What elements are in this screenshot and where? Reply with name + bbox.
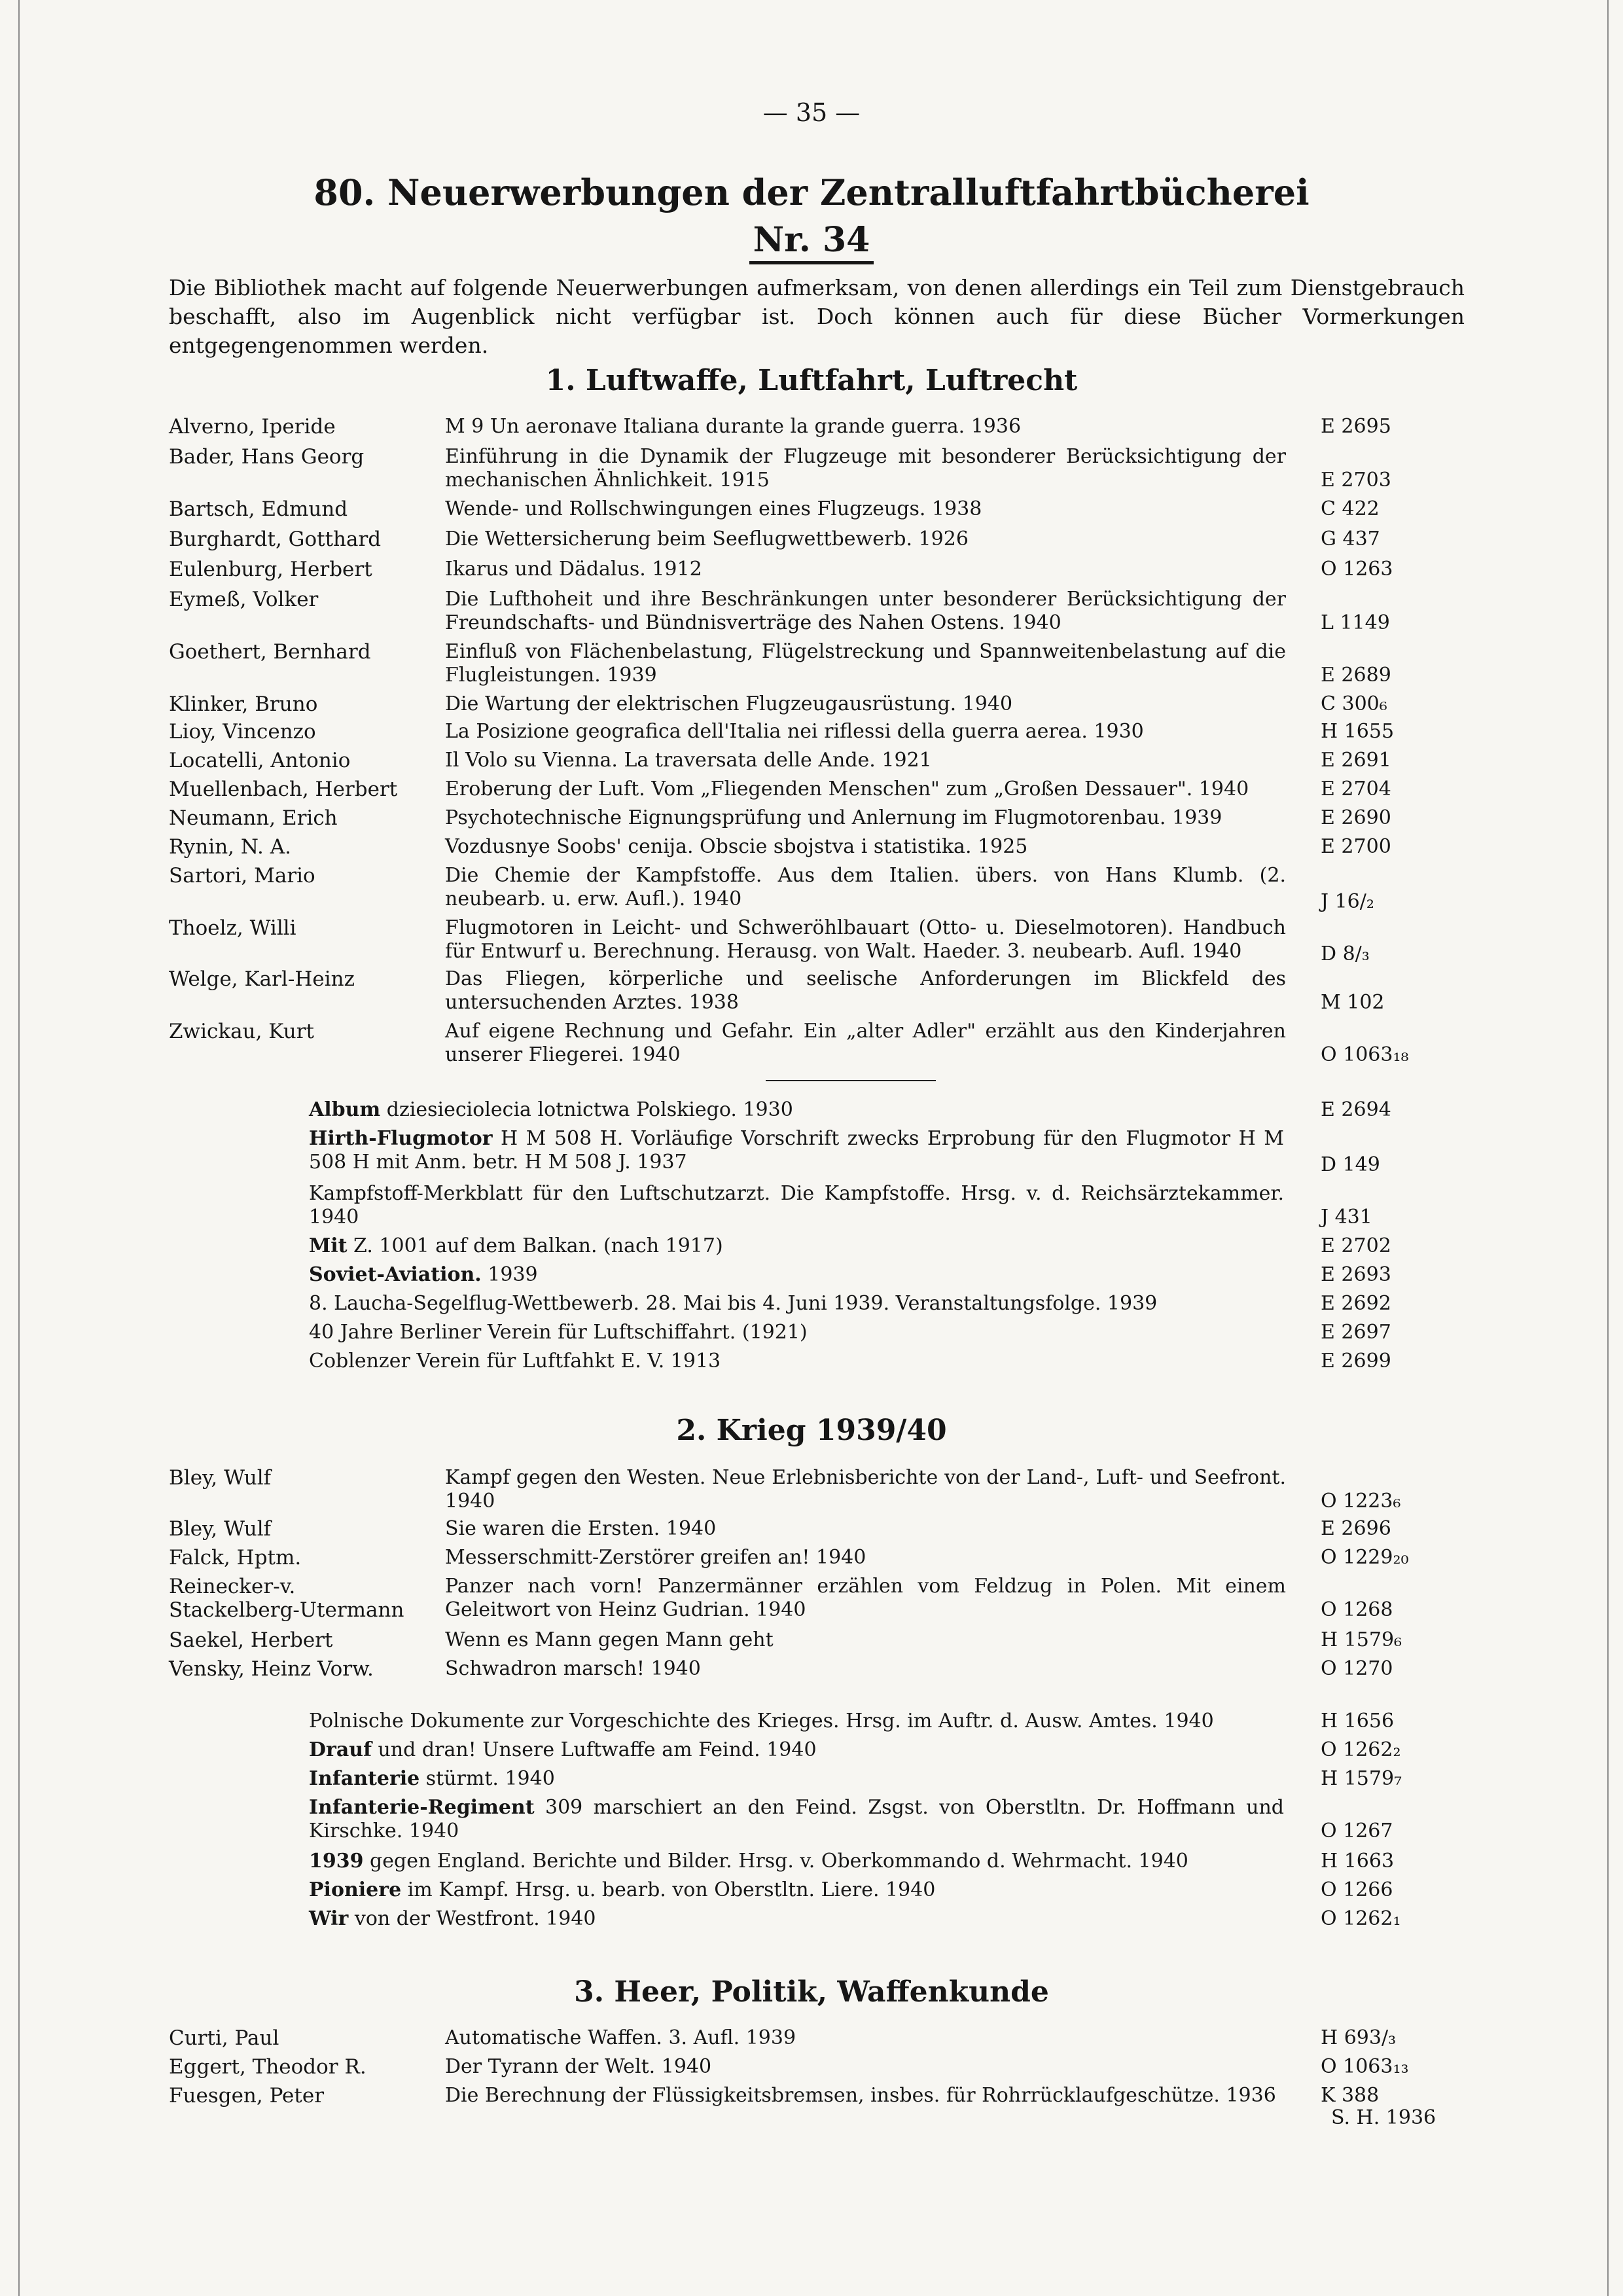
entry-author: Locatelli, Antonio — [169, 749, 351, 772]
entry-author: Lioy, Vincenzo — [169, 720, 316, 744]
entry-signature: H 1663 — [1321, 1850, 1395, 1873]
entry-keyword: Soviet-Aviation. — [309, 1263, 482, 1286]
entry-signature: H 1655 — [1321, 720, 1395, 743]
anonymous-entry — [309, 1796, 1284, 1843]
entry-keyword: Wir — [309, 1907, 349, 1930]
entry-rest: Coblenzer Verein für Luftfahkt E. V. 1913 — [309, 1350, 721, 1372]
entry-title: Die Chemie der Kampfstoffe. Aus dem Italien. übers. von Hans Klumb. (2. neubearb. u. erw. Aufl.). 1940 — [445, 864, 1286, 910]
anonymous-entry — [309, 1907, 1284, 1931]
entry-author: Welge, Karl-Heinz — [169, 967, 355, 991]
entry-author: Alverno, Iperide — [169, 415, 336, 439]
entry-title: Das Fliegen, körperliche und seelische Anforderungen im Blickfeld des untersuchenden Arztes. 1938 — [445, 967, 1286, 1014]
anonymous-entry — [309, 1850, 1284, 1873]
page-subtitle — [0, 220, 1623, 260]
entry-signature: J 16/₂ — [1321, 890, 1374, 913]
entry-keyword: 1939 — [309, 1850, 364, 1873]
entry-signature: E 2689 — [1321, 664, 1391, 687]
entry-author: Bader, Hans Georg — [169, 445, 365, 469]
entry-title: Auf eigene Rechnung und Gefahr. Ein „alter Adler" erzählt aus den Kinderjahren unserer Fliegerei. 1940 — [445, 1020, 1286, 1066]
anonymous-entry — [309, 1710, 1284, 1733]
entry-rest: dziesieciolecia lotnictwa Polskiego. 1930 — [380, 1098, 793, 1121]
entry-author: Thoelz, Willi — [169, 916, 296, 940]
anonymous-entry — [309, 1234, 1284, 1258]
entry-signature: H 693/₃ — [1321, 2026, 1397, 2049]
entry-signature: O 1262₁ — [1321, 1907, 1401, 1930]
anonymous-entry — [309, 1321, 1284, 1344]
section-heading-3: 3. Heer, Politik, Waffenkunde — [574, 1975, 1049, 2009]
entry-signature: E 2702 — [1321, 1234, 1391, 1257]
entry-signature: E 2700 — [1321, 835, 1391, 858]
anonymous-entry — [309, 1767, 1284, 1791]
entry-signature: E 2697 — [1321, 1321, 1391, 1344]
entry-author: Eulenburg, Herbert — [169, 558, 372, 581]
entry-title: Messerschmitt-Zerstörer greifen an! 1940 — [445, 1546, 866, 1569]
entry-author: Saekel, Herbert — [169, 1628, 333, 1652]
entry-title: M 9 Un aeronave Italiana durante la grande guerra. 1936 — [445, 415, 1022, 438]
entry-author: Zwickau, Kurt — [169, 1020, 315, 1043]
entry-title: Eroberung der Luft. Vom „Fliegenden Menschen" zum „Großen Dessauer". 1940 — [445, 778, 1249, 800]
subtitle-text: Nr. 34 — [749, 220, 874, 264]
entry-signature: E 2694 — [1321, 1098, 1391, 1121]
entry-rest: H M 508 H. Vorläufige Vorschrift zwecks Erprobung für den Flugmotor H M 508 H mit Anm. betr. H M 508 J. 1937 — [309, 1127, 1284, 1174]
entry-rest: und dran! Unsere Luftwaffe am Feind. 1940 — [371, 1738, 817, 1761]
anonymous-entry — [309, 1263, 1284, 1287]
page-title: 80. Neuerwerbungen der Zentralluftfahrtbücherei — [313, 171, 1310, 213]
entry-author: Neumann, Erich — [169, 806, 338, 830]
entry-title: Sie waren die Ersten. 1940 — [445, 1517, 717, 1540]
entry-signature: E 2692 — [1321, 1292, 1391, 1315]
entry-rest: 8. Laucha-Segelflug-Wettbewerb. 28. Mai bis 4. Juni 1939. Veranstaltungsfolge. 1939 — [309, 1292, 1158, 1315]
entry-keyword: Drauf — [309, 1738, 372, 1761]
entry-signature: C 422 — [1321, 497, 1380, 520]
entry-signature: O 1266 — [1321, 1878, 1393, 1901]
entry-keyword: Infanterie-Regiment — [309, 1796, 535, 1819]
entry-signature: G 437 — [1321, 528, 1380, 550]
entry-author: Eymeß, Volker — [169, 588, 319, 611]
entry-author: Reinecker-v. Stackelberg-Utermann — [169, 1575, 404, 1622]
entry-title: Die Lufthoheit und ihre Beschränkungen unter besonderer Berücksichtigung der Freundschafts- und Bündnisverträge des Nahen Ostens. 1940 — [445, 588, 1286, 634]
entry-signature: E 2691 — [1321, 749, 1391, 772]
entry-signature: O 1268 — [1321, 1598, 1393, 1621]
entry-author: Vensky, Heinz Vorw. — [169, 1657, 374, 1681]
entry-signature: E 2695 — [1321, 415, 1391, 438]
entry-author: Bley, Wulf — [169, 1466, 272, 1490]
entry-signature: O 1263 — [1321, 558, 1393, 581]
entry-signature: C 300₆ — [1321, 692, 1387, 715]
anonymous-entry — [309, 1292, 1284, 1316]
entry-author: Klinker, Bruno — [169, 692, 318, 716]
entry-keyword: Hirth-Flugmotor — [309, 1127, 493, 1150]
entry-keyword: Mit — [309, 1234, 348, 1257]
entry-title: Einfluß von Flächenbelastung, Flügelstreckung und Spannweitenbelastung auf die Flugleistungen. 1939 — [445, 640, 1286, 687]
entry-signature: E 2696 — [1321, 1517, 1391, 1540]
entry-title: Panzer nach vorn! Panzermänner erzählen vom Feldzug in Polen. Mit einem Geleitwort von Heinz Gudrian. 1940 — [445, 1575, 1286, 1621]
entry-signature: O 1223₆ — [1321, 1490, 1401, 1513]
entry-signature: O 1063₁₈ — [1321, 1043, 1409, 1066]
entry-title: Psychotechnische Eignungsprüfung und Anlernung im Flugmotorenbau. 1939 — [445, 806, 1222, 829]
entry-author: Falck, Hptm. — [169, 1546, 302, 1570]
entry-signature: E 2693 — [1321, 1263, 1391, 1286]
anonymous-entry — [309, 1127, 1284, 1174]
entry-title: La Posizione geografica dell'Italia nei riflessi della guerra aerea. 1930 — [445, 720, 1144, 743]
separator-line — [766, 1080, 936, 1081]
scan-edge-right — [1607, 0, 1609, 2296]
entry-rest: Z. 1001 auf dem Balkan. (nach 1917) — [347, 1234, 723, 1257]
entry-signature: E 2699 — [1321, 1350, 1391, 1372]
entry-signature: O 1262₂ — [1321, 1738, 1401, 1761]
entry-rest: im Kampf. Hrsg. u. bearb. von Oberstltn. Liere. 1940 — [401, 1878, 936, 1901]
entry-signature: E 2704 — [1321, 778, 1391, 800]
entry-rest: 1939 — [481, 1263, 538, 1286]
entry-signature: D 8/₃ — [1321, 942, 1370, 965]
entry-rest: 309 marschiert an den Feind. Zsgst. von Oberstltn. Dr. Hoffmann und Kirschke. 1940 — [309, 1796, 1284, 1842]
entry-rest: gegen England. Berichte und Bilder. Hrsg. v. Oberkommando d. Wehrmacht. 1940 — [363, 1850, 1188, 1873]
anonymous-entry — [309, 1182, 1284, 1229]
entry-signature: O 1267 — [1321, 1820, 1393, 1842]
anonymous-entry — [309, 1098, 1284, 1122]
scan-edge-left — [18, 0, 20, 2296]
entry-signature: D 149 — [1321, 1153, 1380, 1176]
entry-signature: H 1579₆ — [1321, 1628, 1402, 1651]
entry-title: Die Wettersicherung beim Seeflugwettbewerb. 1926 — [445, 528, 969, 550]
entry-title: Wenn es Mann gegen Mann geht — [445, 1628, 774, 1651]
entry-title: Automatische Waffen. 3. Aufl. 1939 — [445, 2026, 796, 2049]
entry-signature: H 1579₇ — [1321, 1767, 1402, 1790]
entry-title: Einführung in die Dynamik der Flugzeuge mit besonderer Berücksichtigung der mechanischen Ähnlichkeit. 1915 — [445, 445, 1286, 492]
entry-signature-extra: S. H. 1936 — [1331, 2106, 1436, 2129]
entry-title: Il Volo su Vienna. La traversata delle Ande. 1921 — [445, 749, 932, 772]
entry-author: Burghardt, Gotthard — [169, 528, 382, 551]
entry-rest: 40 Jahre Berliner Verein für Luftschiffahrt. (1921) — [309, 1321, 808, 1344]
entry-rest: stürmt. 1940 — [419, 1767, 555, 1790]
entry-author: Curti, Paul — [169, 2026, 279, 2050]
entry-signature: K 388 — [1321, 2084, 1380, 2107]
page-number: — 35 — — [762, 98, 861, 127]
entry-keyword: Infanterie — [309, 1767, 420, 1790]
entry-signature: L 1149 — [1321, 611, 1390, 634]
entry-signature: J 431 — [1321, 1206, 1372, 1229]
anonymous-entry — [309, 1878, 1284, 1902]
entry-title: Die Wartung der elektrischen Flugzeugausrüstung. 1940 — [445, 692, 1013, 715]
entry-author: Bartsch, Edmund — [169, 497, 348, 521]
entry-rest: von der Westfront. 1940 — [348, 1907, 596, 1930]
entry-signature: O 1270 — [1321, 1657, 1393, 1680]
entry-author: Rynin, N. A. — [169, 835, 291, 859]
entry-signature: O 1063₁₃ — [1321, 2055, 1409, 2078]
entry-author: Bley, Wulf — [169, 1517, 272, 1541]
entry-signature: H 1656 — [1321, 1710, 1395, 1732]
entry-title: Wende- und Rollschwingungen eines Flugzeugs. 1938 — [445, 497, 982, 520]
entry-title: Flugmotoren in Leicht- und Schweröhlbauart (Otto- u. Dieselmotoren). Handbuch für Entwurf u. Berechnung. Herausg. von Walt. Haeder. 3. neubearb. Aufl. 1940 — [445, 916, 1286, 963]
entry-author: Eggert, Theodor R. — [169, 2055, 366, 2079]
entry-signature: O 1229₂₀ — [1321, 1546, 1409, 1569]
entry-keyword: Pioniere — [309, 1878, 402, 1901]
entry-keyword: Album — [309, 1098, 381, 1121]
entry-title: Schwadron marsch! 1940 — [445, 1657, 701, 1680]
anonymous-entry — [309, 1738, 1284, 1762]
entry-rest: Polnische Dokumente zur Vorgeschichte des Krieges. Hrsg. im Auftr. d. Ausw. Amtes. 1940 — [309, 1710, 1214, 1732]
entry-title: Der Tyrann der Welt. 1940 — [445, 2055, 712, 2078]
entry-signature: E 2703 — [1321, 469, 1391, 492]
entry-author: Goethert, Bernhard — [169, 640, 371, 664]
entry-signature: M 102 — [1321, 991, 1385, 1014]
entry-author: Fuesgen, Peter — [169, 2084, 325, 2108]
entry-rest: Kampfstoff-Merkblatt für den Luftschutzarzt. Die Kampfstoffe. Hrsg. v. d. Reichsärztekammer. 1940 — [309, 1182, 1284, 1229]
entry-title: Ikarus und Dädalus. 1912 — [445, 558, 702, 581]
entry-author: Sartori, Mario — [169, 864, 315, 888]
entry-title: Kampf gegen den Westen. Neue Erlebnisberichte von der Land-, Luft- und Seefront. 1940 — [445, 1466, 1286, 1513]
entry-title: Vozdusnye Soobs' cenija. Obscie sbojstva i statistika. 1925 — [445, 835, 1028, 858]
entry-author: Muellenbach, Herbert — [169, 778, 398, 801]
entry-title: Die Berechnung der Flüssigkeitsbremsen, insbes. für Rohrrücklaufgeschütze. 1936 — [445, 2084, 1276, 2107]
intro-paragraph: Die Bibliothek macht auf folgende Neuerwerbungen aufmerksam, von denen allerdings ein Teil zum Dienstgebrauch beschafft, also im Augenblick nicht verfügbar ist. Doch können auch für diese Bücher Vormerkungen entgegengenommen werden. — [169, 275, 1465, 358]
section-heading-2: 2. Krieg 1939/40 — [676, 1414, 947, 1447]
entry-signature: E 2690 — [1321, 806, 1391, 829]
anonymous-entry — [309, 1350, 1284, 1373]
section-heading-1: 1. Luftwaffe, Luftfahrt, Luftrecht — [545, 364, 1078, 397]
